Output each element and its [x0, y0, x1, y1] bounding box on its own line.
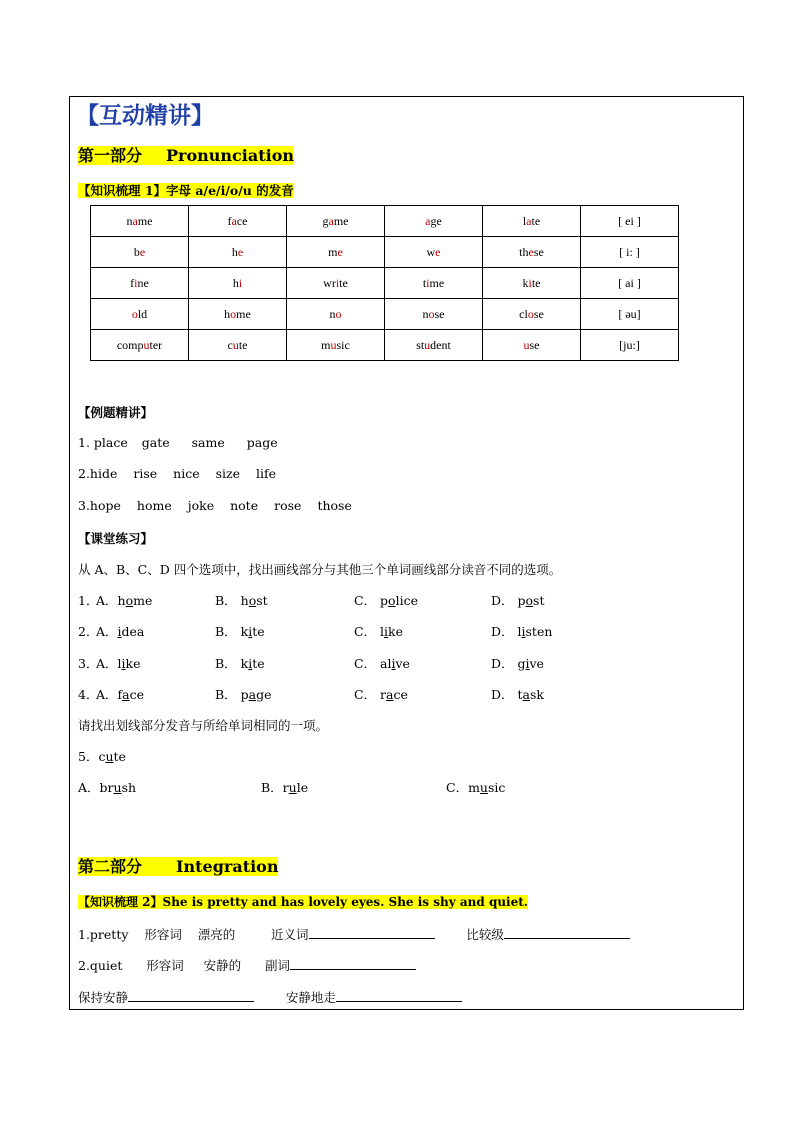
- answer-option[interactable]: C． police: [354, 593, 418, 608]
- phonetic-symbol: [ ai ]: [581, 268, 679, 299]
- phonics-word: face: [189, 206, 287, 237]
- underlined-letter: o: [388, 593, 396, 608]
- phonics-word: write: [287, 268, 385, 299]
- answer-option[interactable]: A．brush: [78, 780, 137, 795]
- phonics-word: these: [483, 237, 581, 268]
- example-word: rise: [133, 466, 158, 481]
- example-word: joke: [187, 498, 215, 513]
- question-number: 4．: [78, 687, 99, 702]
- highlight-letter: i: [238, 275, 243, 290]
- vocab-line-2: 2.quiet 形容词 安静的 副词: [78, 956, 416, 974]
- example-word: rose: [274, 498, 302, 513]
- example-word: size: [215, 466, 241, 481]
- example-word: page: [246, 435, 278, 450]
- knowledge-point-2: 【知识梳理 2】She is pretty and has lovely eyes. She is shy and quiet.: [78, 895, 528, 909]
- example-word: gate: [141, 435, 170, 450]
- answer-option[interactable]: B． kite: [215, 624, 265, 639]
- table-row: [91, 299, 679, 330]
- example-word: 1. place: [78, 435, 128, 450]
- practice-instruction: 从 A、B、C、D 四个选项中，找出画线部分与其他三个单词画线部分读音不同的选项。: [78, 562, 562, 577]
- example-word: those: [317, 498, 352, 513]
- answer-option[interactable]: C． like: [354, 624, 404, 639]
- phonics-word: late: [483, 206, 581, 237]
- question-5-word: 5．cute: [78, 749, 126, 764]
- answer-option[interactable]: D． post: [491, 593, 545, 608]
- highlight-letter: a: [132, 213, 138, 228]
- underlined-letter: i: [248, 656, 253, 671]
- underlined-letter: a: [522, 687, 530, 702]
- blank-line[interactable]: [336, 989, 462, 1002]
- part-label: 第一部分: [78, 146, 143, 165]
- highlight-letter: e: [528, 244, 534, 259]
- underlined-letter: o: [525, 593, 534, 608]
- answer-option[interactable]: C． race: [354, 687, 408, 702]
- phonics-word: he: [189, 237, 287, 268]
- highlight-letter: i: [335, 275, 340, 290]
- highlight-letter: u: [232, 337, 239, 352]
- section-heading-part2: 第二部分 Integration: [78, 857, 279, 876]
- phonics-word: computer: [91, 330, 189, 361]
- example-word: nice: [173, 466, 200, 481]
- highlight-letter: u: [330, 337, 337, 352]
- examples-label: 【例题精讲】: [78, 405, 154, 420]
- highlight-letter: e: [337, 244, 343, 259]
- question-number: 3．: [78, 656, 99, 671]
- practice-instruction-2: 请找出划线部分发音与所给单词相同的一项。: [78, 718, 329, 733]
- underlined-letter: i: [117, 624, 122, 639]
- phonics-word: fine: [91, 268, 189, 299]
- phonics-word: cute: [189, 330, 287, 361]
- highlight-letter: o: [131, 306, 138, 321]
- phonics-word: be: [91, 237, 189, 268]
- phonetic-symbol: [ əu]: [581, 299, 679, 330]
- phonics-word: nose: [385, 299, 483, 330]
- phonics-word: game: [287, 206, 385, 237]
- part-name: Pronunciation: [166, 146, 295, 165]
- highlight-letter: e: [139, 244, 146, 259]
- vocab-line-3: 保持安静 安静地走: [78, 988, 462, 1006]
- underlined-letter: u: [288, 780, 297, 795]
- highlight-letter: o: [527, 306, 534, 321]
- phonics-word: time: [385, 268, 483, 299]
- highlight-letter: o: [230, 306, 237, 321]
- answer-option[interactable]: C．music: [446, 780, 506, 795]
- phonics-word: music: [287, 330, 385, 361]
- answer-option[interactable]: B．rule: [261, 780, 309, 795]
- answer-option[interactable]: B． host: [215, 593, 268, 608]
- example-word: same: [191, 435, 225, 450]
- underlined-letter: a: [386, 687, 394, 702]
- highlight-letter: i: [528, 275, 532, 290]
- phonetic-symbol: [ ei ]: [581, 206, 679, 237]
- page-title: 【互动精讲】: [76, 103, 214, 129]
- question-number: 2．: [78, 624, 99, 639]
- blank-line[interactable]: [309, 926, 435, 939]
- blank-line[interactable]: [128, 989, 254, 1002]
- vocab-line-1: 1.pretty 形容词 漂亮的 近义词 比较级: [78, 925, 630, 943]
- highlight-letter: e: [435, 244, 441, 259]
- phonics-word: we: [385, 237, 483, 268]
- phonics-word: age: [385, 206, 483, 237]
- practice-label: 【课堂练习】: [78, 531, 154, 546]
- answer-option[interactable]: A．face: [96, 687, 145, 702]
- answer-option[interactable]: A．like: [96, 656, 141, 671]
- answer-option[interactable]: D． task: [491, 687, 544, 702]
- example-line: [78, 435, 300, 450]
- answer-option[interactable]: D． listen: [491, 624, 553, 639]
- phonics-word: close: [483, 299, 581, 330]
- table-row: [91, 237, 679, 268]
- answer-option[interactable]: D． give: [491, 656, 544, 671]
- underlined-letter: o: [125, 593, 134, 608]
- example-line: [78, 466, 292, 481]
- highlight-letter: i: [426, 275, 430, 290]
- highlight-letter: u: [143, 337, 150, 352]
- knowledge-point-1: 【知识梳理 1】字母 a/e/i/o/u 的发音: [78, 183, 294, 198]
- answer-option[interactable]: B． page: [215, 687, 272, 702]
- phonics-word: no: [287, 299, 385, 330]
- phonics-table: [90, 205, 679, 361]
- example-word: home: [136, 498, 172, 513]
- underlined-letter: i: [525, 656, 530, 671]
- phonics-word: use: [483, 330, 581, 361]
- blank-line[interactable]: [290, 957, 416, 970]
- underlined-letter: u: [479, 780, 488, 795]
- phonics-word: hi: [189, 268, 287, 299]
- phonetic-symbol: [ju:]: [581, 330, 679, 361]
- answer-option[interactable]: C． alive: [354, 656, 410, 671]
- document-frame: [69, 96, 744, 1010]
- underlined-letter: i: [121, 656, 126, 671]
- highlight-letter: o: [428, 306, 435, 321]
- answer-option[interactable]: A．idea: [96, 624, 145, 639]
- blank-line[interactable]: [504, 926, 630, 939]
- underlined-letter: i: [391, 656, 396, 671]
- underlined-letter: i: [384, 624, 389, 639]
- example-word: 3.hope: [78, 498, 121, 513]
- phonics-word: student: [385, 330, 483, 361]
- table-row: [91, 206, 679, 237]
- phonics-word: kite: [483, 268, 581, 299]
- phonics-word: old: [91, 299, 189, 330]
- phonics-word: name: [91, 206, 189, 237]
- phonics-word: me: [287, 237, 385, 268]
- phonetic-symbol: [ i: ]: [581, 237, 679, 268]
- highlight-letter: a: [425, 213, 431, 228]
- highlight-letter: u: [424, 337, 431, 352]
- example-line: [78, 498, 368, 513]
- phonics-word: home: [189, 299, 287, 330]
- highlight-letter: e: [237, 244, 244, 259]
- highlight-letter: o: [335, 306, 342, 321]
- example-word: note: [230, 498, 259, 513]
- highlight-letter: a: [526, 213, 532, 228]
- highlight-letter: i: [134, 275, 138, 290]
- highlight-letter: u: [523, 337, 530, 352]
- section-heading-part1: [78, 143, 294, 166]
- answer-option[interactable]: A．home: [96, 593, 153, 608]
- underlined-letter: a: [248, 687, 257, 702]
- table-row: [91, 268, 679, 299]
- underlined-letter: o: [248, 593, 257, 608]
- example-word: 2.hide: [78, 466, 118, 481]
- example-word: life: [256, 466, 277, 481]
- answer-option[interactable]: B． kite: [215, 656, 265, 671]
- highlight-letter: a: [231, 213, 237, 228]
- table-row: [91, 330, 679, 361]
- underlined-letter: i: [248, 624, 253, 639]
- underlined-letter: a: [122, 687, 130, 702]
- highlight-letter: a: [328, 213, 334, 228]
- underlined-letter: u: [105, 749, 114, 764]
- underlined-letter: u: [113, 780, 122, 795]
- question-number: 1．: [78, 593, 99, 608]
- underlined-letter: i: [521, 624, 526, 639]
